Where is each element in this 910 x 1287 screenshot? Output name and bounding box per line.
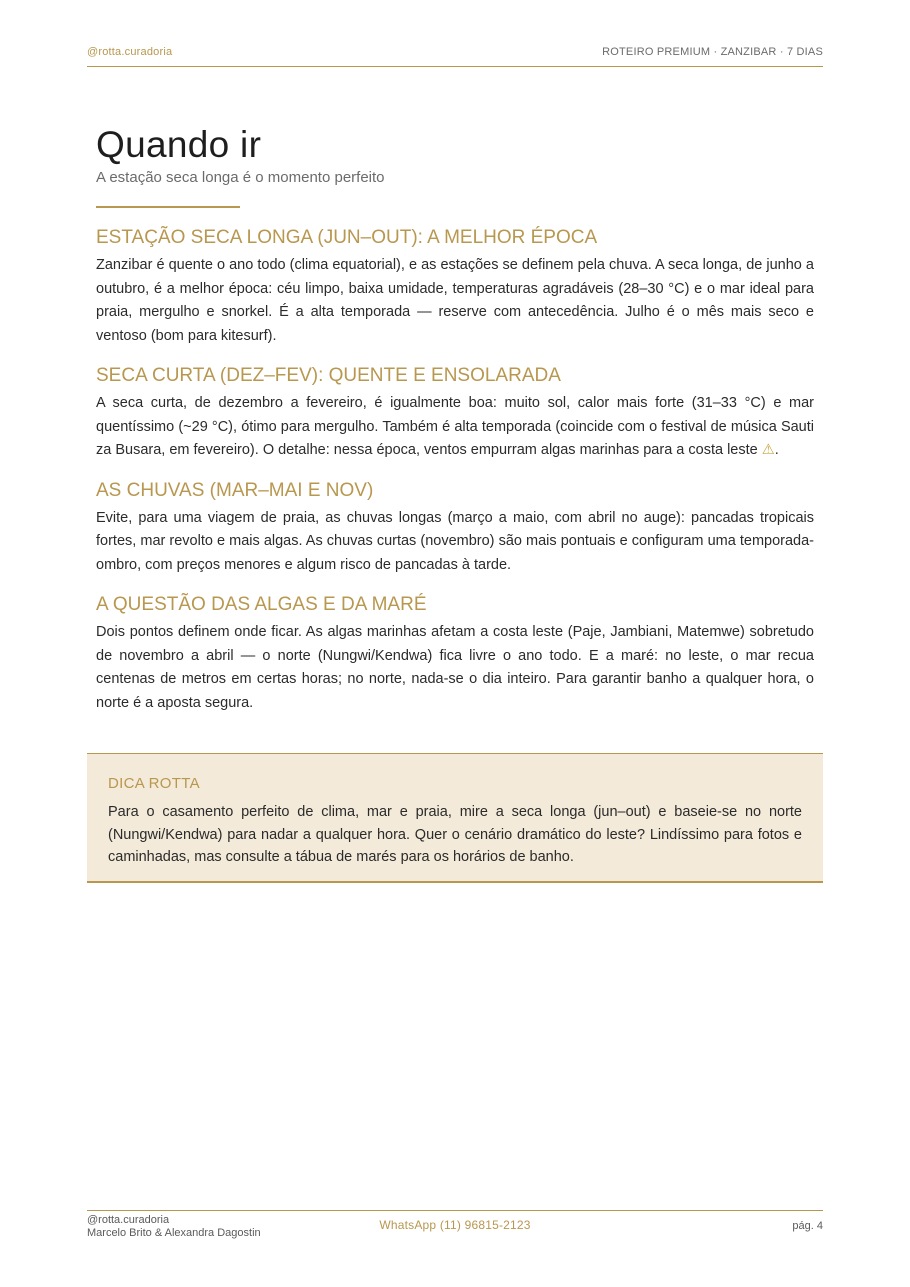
tip-body: Para o casamento perfeito de clima, mar e praia, mire a seca longa (jun–out) e baseie-se no norte (Nungwi/Kendwa) para nadar a qualquer hora. Quer o cenário dramático do leste? Lindíssimo para fotos e caminhadas, mas consulte a tábua de marés para os horários de banho. <box>108 804 802 865</box>
tip-title: DICA ROTTA <box>108 775 200 792</box>
section-body <box>96 392 814 463</box>
footer-brand: @rotta.curadoria <box>87 1214 170 1226</box>
page-header <box>87 46 823 67</box>
page-subtitle: A estação seca longa é o momento perfeito <box>96 169 385 186</box>
section-heading: A QUESTÃO DAS ALGAS E DA MARÉ <box>96 594 427 615</box>
section-body: Zanzibar é quente o ano todo (clima equatorial), e as estações se definem pela chuva. A seca longa, de junho a outubro, é a melhor época: céu limpo, baixa umidade, temperaturas agradáveis (28–30 °C) e o mar ideal para praia, mergulho e snorkel. É a alta temporada — reserve com antecedência. Julho é o mês mais seco e ventoso (bom para kitesurf). <box>96 257 814 344</box>
header-document-title: ROTEIRO PREMIUM · ZANZIBAR · 7 DIAS <box>602 46 823 58</box>
section-body: Evite, para uma viagem de praia, as chuvas longas (março a maio, com abril no auge): pancadas tropicais fortes, mar revolto e mais algas. As chuvas curtas (novembro) são mais pontuais e configuram uma temporada-ombro, com preços menores e algum risco de pancadas à tarde. <box>96 509 814 573</box>
section-short-dry-season <box>96 364 814 463</box>
footer-contact: WhatsApp (11) 96815-2123 <box>379 1218 531 1232</box>
section-heading: ESTAÇÃO SECA LONGA (JUN–OUT): A MELHOR ÉPOCA <box>96 227 598 248</box>
section-body-text: A seca curta, de dezembro a fevereiro, é igualmente boa: muito sol, calor mais forte (31–33 °C) e mar quentíssimo (~29 °C), ótimo para mergulho. Também é alta temporada (coincide com o festival de música Sauti za Busara, em fevereiro). O detalhe: nessa época, ventos empurram algas marinhas para a costa leste <box>96 395 814 458</box>
page-number: pág. 4 <box>792 1220 823 1232</box>
page-title: Quando ir <box>96 124 262 165</box>
warning-icon: ⚠ <box>761 442 775 458</box>
main-content <box>96 124 814 715</box>
title-divider <box>96 206 240 208</box>
page-footer <box>87 1210 823 1251</box>
section-long-dry-season <box>96 226 814 348</box>
section-body: Dois pontos definem onde ficar. As algas marinhas afetam a costa leste (Paje, Jambiani, Matemwe) sobretudo de novembro a abril — o norte (Nungwi/Kendwa) fica livre o ano todo. E a maré: no leste, o mar recua centenas de metros em certas horas; no norte, nada-se o dia inteiro. Para garantir banho a qualquer hora, o norte é a aposta segura. <box>96 624 814 711</box>
section-algae-and-tide <box>96 593 814 715</box>
header-brand: @rotta.curadoria <box>87 46 173 58</box>
section-heading: AS CHUVAS (MAR–MAI E NOV) <box>96 479 374 501</box>
section-body-end: . <box>774 442 779 458</box>
footer-authors: Marcelo Brito & Alexandra Dagostin <box>87 1227 261 1239</box>
section-rains <box>96 479 814 578</box>
tip-box <box>87 753 823 883</box>
section-heading: SECA CURTA (DEZ–FEV): QUENTE E ENSOLARADA <box>96 365 561 386</box>
